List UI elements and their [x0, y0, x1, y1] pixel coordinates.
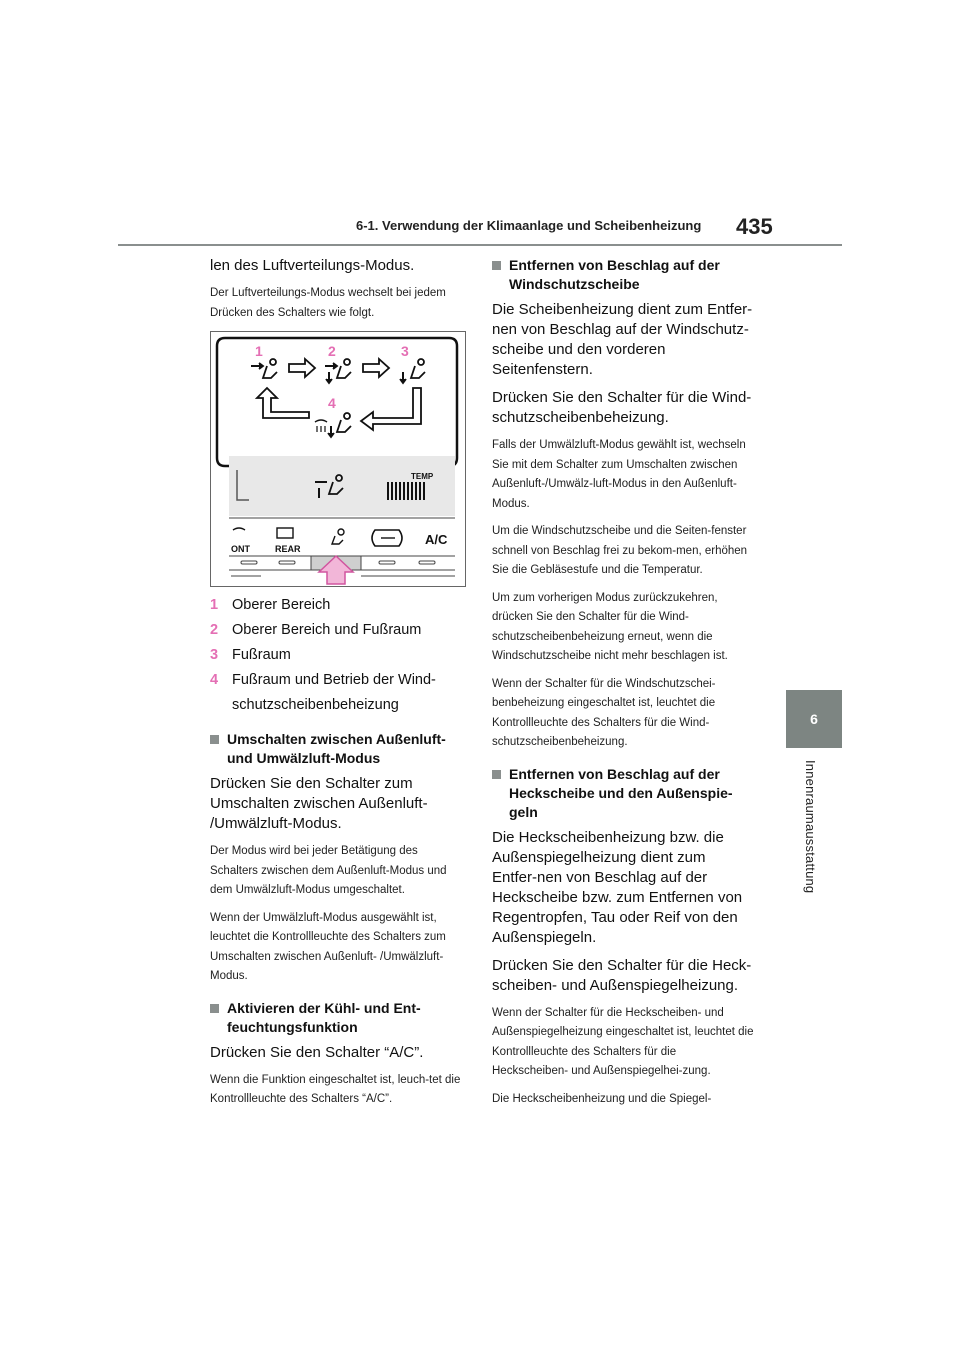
front-defrost-button[interactable]: [231, 528, 251, 554]
body-text: Die Heckscheibenheizung bzw. die Außenspiegelheizung dient zum Entfer-nen von Beschlag auf der Heckscheibe bzw. zum Entfernen von Regentropfen, Tau oder Reif von den Außenspiegeln.: [492, 828, 743, 946]
svg-text:REAR: REAR: [275, 544, 301, 554]
note-text: Falls der Umwälzluft-Modus gewählt ist, wechseln Sie mit dem Schalter zum Umschalten zwischen Außenluft-/Umwälz-luft-Modus in den Außenluft-Modus.: [492, 439, 746, 510]
legend-item: 4 Fußraum und Betrieb der Wind-schutzscheibenbeheizung: [210, 672, 436, 713]
mode-number-1: 1: [255, 343, 263, 359]
note-text: Wenn der Schalter für die Windschutzschei-benbeheizung eingeschaltet ist, leuchtet die Kontrollleuchte des Schalters für die Wind-schutzscheibenbeheizung.: [492, 677, 716, 748]
indicator-light: [241, 561, 257, 564]
indicator-light: [279, 561, 295, 564]
mode-number-4: 4: [328, 395, 336, 411]
section-heading: Entfernen von Beschlag auf der Windschutzscheibe: [492, 256, 754, 294]
indicator-light: [419, 561, 435, 564]
chapter-tab[interactable]: [786, 690, 842, 748]
note-text: Wenn der Umwälzluft-Modus ausgewählt ist, leuchtet die Kontrollleuchte des Schalters zum Umschalten zwischen Außenluft- /Umwälzluft-Modus.: [210, 911, 446, 982]
section-heading: Umschalten zwischen Außenluft- und Umwälzluft-Modus: [210, 730, 468, 768]
note-text: Wenn der Schalter für die Heckscheiben- und Außenspiegelheizung eingeschaltet ist, leuchtet die Kontrollleuchte des Schalters für die Heckscheiben- und Außenspiegelhei-zung.: [492, 1006, 754, 1077]
temp-label: TEMP: [411, 472, 434, 481]
ac-button[interactable]: A/C: [425, 532, 448, 547]
body-text: Drücken Sie den Schalter zum Umschalten zwischen Außenluft- /Umwälzluft-Modus.: [210, 775, 428, 832]
section-heading: Entfernen von Beschlag auf der Heckscheibe und den Außenspie-geln: [492, 765, 754, 822]
legend-item: 3 Fußraum: [210, 647, 291, 663]
mode-legend: [210, 593, 468, 718]
body-text: Drücken Sie den Schalter für die Heck-scheiben- und Außenspiegelheizung.: [492, 956, 752, 994]
header-divider: [118, 244, 842, 246]
note-text: Um die Windschutzscheibe und die Seiten-fenster schnell von Beschlag frei zu bekom-men, erhöhen Sie die Gebläsestufe und die Temperatur.: [492, 525, 748, 576]
indicator-light: [379, 561, 395, 564]
note-text: Wenn die Funktion eingeschaltet ist, leuch-tet die Kontrollleuchte des Schalters “A/C”.: [210, 1073, 461, 1105]
note-text: Der Modus wird bei jeder Betätigung des Schalters zwischen dem Außenluft-Modus und dem Umwälzluft-Modus umgeschaltet.: [210, 845, 447, 896]
body-text: Drücken Sie den Schalter “A/C”.: [210, 1043, 424, 1061]
note-text: Die Heckscheibenheizung und die Spiegel-: [492, 1092, 712, 1105]
legend-item: 1 Oberer Bereich: [210, 597, 331, 613]
recirculation-button[interactable]: [372, 530, 402, 546]
note-text: Um zum vorherigen Modus zurückzukehren, drücken Sie den Schalter für die Wind-schutzscheibenbeheizung erneut, wenn die Windschutzscheibe nicht mehr beschlagen ist.: [492, 591, 728, 662]
svg-text:ONT: ONT: [231, 544, 250, 554]
air-distribution-figure: [210, 331, 466, 587]
mode-button[interactable]: [332, 529, 344, 544]
chapter-number: 6: [810, 711, 818, 727]
mode-number-2: 2: [328, 343, 336, 359]
rear-defrost-button[interactable]: [275, 528, 301, 554]
page-number: 435: [736, 214, 773, 239]
section-heading: Aktivieren der Kühl- und Ent-feuchtungsfunktion: [210, 999, 468, 1037]
air-distribution-diagram: [211, 332, 465, 586]
legend-item: 2 Oberer Bereich und Fußraum: [210, 622, 422, 638]
chapter-label: Innenraumausstattung: [803, 760, 818, 894]
display-panel: [229, 456, 455, 516]
right-column: [492, 256, 754, 1117]
left-column: [210, 256, 468, 1118]
mode-number-3: 3: [401, 343, 409, 359]
body-text: Die Scheibenheizung dient zum Entfer-nen von Beschlag auf der Windschutz-scheibe und den vorderen Seitenfenstern.: [492, 301, 753, 378]
section-title: 6-1. Verwendung der Klimaanlage und Scheibenheizung: [356, 218, 702, 233]
intro-text: len des Luftverteilungs-Modus.: [210, 257, 415, 274]
intro-note: Der Luftverteilungs-Modus wechselt bei jedem Drücken des Schalters wie folgt.: [210, 287, 446, 319]
body-text: Drücken Sie den Schalter für die Wind-schutzscheibenbeheizung.: [492, 389, 752, 426]
